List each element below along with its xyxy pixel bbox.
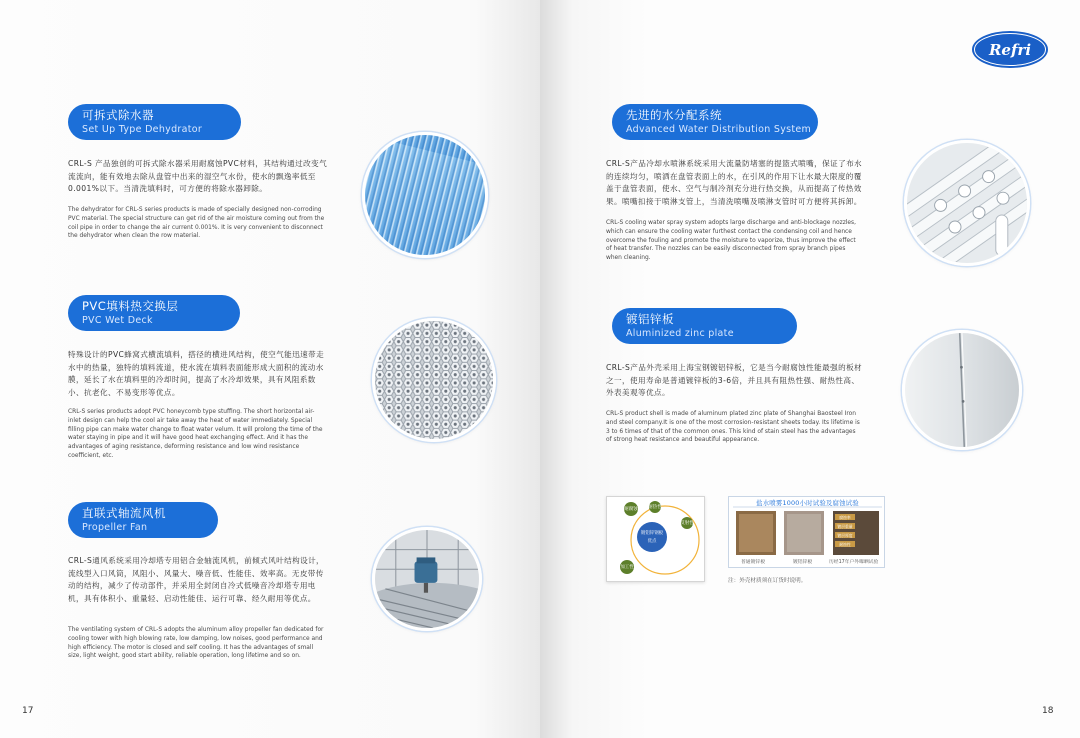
diagram-node-label: 加工性	[620, 565, 634, 570]
pvc-en-line: advantages of aging resistance, deforming resistance and low wind resistance	[68, 444, 300, 451]
water-cn-line: 果。喷嘴扣接于喷淋支管上，当清洗喷嘴及喷淋支管时可方便将其拆卸。	[606, 196, 862, 206]
dehydrator-title-cn: 可拆式除水器	[82, 108, 154, 122]
water-cn-line: 盖于盘管表面，使水、空气与制冷剂充分进行热交换，从而提高了传热效	[606, 184, 862, 193]
water-en-line: of heat transfer. The nozzles can be easily disconnected from spray branch pipes	[606, 246, 846, 253]
salt-spray-test-figure	[728, 496, 885, 568]
dehydrator-title-en: Set Up Type Dehydrator	[82, 124, 203, 135]
pvc-title-en: PVC Wet Deck	[82, 315, 153, 326]
pvc-deck-photo	[372, 318, 496, 442]
zinc-en-line: 3 to 6 times of that of the common ones. This kind of stain steel has the advantages	[606, 428, 856, 435]
dehydrator-heading	[68, 104, 241, 140]
zinc-en-line: of strong heat resistance and beautiful appearance.	[606, 437, 760, 444]
material-note: 注：外壳材质须在订货时说明。	[728, 578, 807, 584]
pvc-en-line: filling pipe can make water change to float water velum. It will prolong the time of the	[68, 426, 323, 433]
pvc-cn-line: 小、抗老化、不易变形等优点。	[68, 387, 180, 397]
pvc-title-cn: PVC填料热交换层	[82, 299, 179, 313]
water-heading	[612, 104, 818, 140]
salt-test-label: 镀层重量	[837, 524, 853, 529]
salt-test-caption: 镀铝锌板	[793, 560, 813, 565]
fan-heading	[68, 502, 218, 538]
salt-test-label: 耐蚀性	[839, 542, 851, 547]
dehydrator-en-line: The dehydrator for CRL-S series products is made of specially designed non-corroding	[68, 207, 322, 213]
diagram-node-label: 反射性	[680, 521, 694, 526]
logo-text: Refri	[988, 41, 1032, 59]
refri-logo	[971, 30, 1049, 69]
water-title-cn: 先进的水分配系统	[626, 108, 722, 122]
pvc-en-line: CRL-S series products adopt PVC honeycomb type stuffing. The short horizontal air-	[68, 409, 315, 415]
pvc-cn-line: 水中的热量，独特的填料流道，使水流在填料表面能形成大面积的流动水	[68, 362, 324, 372]
water-en-line: overcome the fouling and promote the moisture to vaporize, thus improve the effect	[606, 237, 856, 244]
page-number-right: 18	[1042, 706, 1054, 716]
fan-en-line: cooling tower with high blowing rate, low damping, low noises, good performance and	[68, 635, 323, 642]
water-text-en	[606, 219, 896, 263]
dehydrator-text-cn	[68, 158, 358, 196]
fan-cn-line: CRL-S通风系统采用冷却塔专用铝合金轴流风机，前倾式风叶结构设计，	[68, 556, 325, 565]
fan-en-line: The ventilating system of CRL-S adopts the aluminum alloy propeller fan dedicated for	[68, 627, 324, 633]
pvc-cn-line: 膜，延长了水在填料里的冷却时间，提高了水冷却效果，具有风阻系数	[68, 375, 316, 384]
dehydrator-en-line: PVC material. The special structure can get rid of the air moisture coming out from the	[68, 215, 325, 222]
water-cn-line: 的连续均匀，喷洒在盘管表面上的水，在引风的作用下让水最大限度的覆	[606, 171, 862, 181]
fan-en-line: high efficiency. The motor is closed and self cooling. It has the advantages of small	[68, 644, 314, 651]
fan-cn-line: 机，具有体积小、重量轻、启动性能佳、运行可靠、经久耐用等优点。	[68, 593, 316, 603]
dehydrator-text-en	[68, 206, 358, 241]
salt-test-caption: 普通镀锌板	[741, 560, 765, 565]
diagram-node-label: 耐热性	[648, 505, 662, 510]
water-en-line: CRL-S cooling water spray system adopts large discharge and anti-blockage nozzles,	[606, 220, 856, 226]
fan-photo	[372, 527, 482, 631]
salt-test-caption: 历经17年户外曝晒试验	[829, 560, 879, 565]
water-cn-line: CRL-S产品冷却水喷淋系统采用大流量防堵塞的提篮式喷嘴，保证了布水	[606, 159, 863, 168]
zinc-title-cn: 镀铝锌板	[626, 312, 674, 326]
pvc-heading	[68, 295, 240, 331]
water-en-line: when cleaning.	[606, 255, 651, 262]
fan-cn-line: 流线型入口风筒，风阻小、风量大、噪音低、性能佳、效率高。无皮带传	[68, 568, 324, 578]
zinc-text-en	[606, 410, 896, 445]
pvc-text-en	[68, 408, 368, 461]
dehydrator-cn-line: 0.001%以下。当清洗填料时，可方便的将除水器卸除。	[68, 184, 268, 193]
zinc-heading	[612, 308, 797, 344]
page-number-left: 17	[22, 706, 34, 716]
fan-title-cn: 直联式轴流风机	[82, 506, 166, 520]
fan-cn-line: 动的结构，减少了传动部件，并采用全封闭自冷式低噪音冷却塔专用电	[68, 581, 316, 590]
pvc-en-line: coefficient, etc.	[68, 452, 114, 459]
salt-test-label: 镀层厚度	[837, 533, 853, 538]
diagram-node-label: 耐腐蚀	[624, 507, 638, 512]
dehydrator-en-line: the dehydrator when clean the row material.	[68, 233, 201, 240]
water-text-cn	[606, 158, 896, 208]
dehydrator-cn-line: 流流向，能有效地去除从盘管中出来的湿空气水份，使水的飘逸率低至	[68, 171, 316, 181]
advantages-diagram	[606, 496, 705, 582]
fan-en-line: size, light weight, good start ability, reliable operation, long lifetime and so on.	[68, 653, 301, 660]
dehydrator-cn-line: CRL-S 产品独创的可拆式除水器采用耐腐蚀PVC材料，其结构通过改变气	[68, 159, 328, 168]
salt-test-label: 腐蚀率	[839, 515, 851, 520]
diagram-center-sub: 优点	[647, 539, 657, 544]
pvc-cn-line: 特殊设计的PVC蜂窝式横流填料，搭径的横进风结构，使空气能迅速带走	[68, 350, 325, 359]
diagram-center-label: 镀铝锌钢板	[641, 531, 663, 536]
dehydrator-photo	[362, 132, 488, 258]
fan-title-en: Propeller Fan	[82, 522, 148, 533]
zinc-cn-line: CRL-S产品外壳采用上海宝钢镀铝锌板，它是当今耐腐蚀性能最强的板材	[606, 363, 863, 372]
salt-test-title: 盐水喷雾1000小时试验及腐蚀试验	[756, 499, 859, 507]
nozzle-photo	[904, 140, 1030, 266]
zinc-title-en: Aluminized zinc plate	[626, 328, 734, 339]
zinc-cn-line: 之一，使用寿命是普通镀锌板的3-6倍，并且具有阻热性强、耐热性高、	[606, 375, 860, 385]
fan-text-cn	[68, 555, 368, 605]
pvc-en-line: water staying in pipe and it will have good heat exchanging effect. And it has the	[68, 435, 309, 442]
dehydrator-en-line: coil pipe in order to change the air current 0.001%. It is very convenient to disconnect	[68, 224, 323, 231]
zinc-cn-line: 外表美观等优点。	[606, 388, 670, 397]
water-en-line: which can ensure the cooling water furthest contact the condensing coil and hence	[606, 228, 852, 235]
zinc-en-line: and steel company.It is one of the most corrosion-resistant sheets today. Its lifetime is	[606, 419, 860, 426]
pvc-en-line: inlet design can help the cool air take away the heat of water immediately. Special	[68, 417, 313, 424]
zinc-text-cn	[606, 362, 896, 400]
fan-text-en	[68, 626, 368, 661]
pvc-text-cn	[68, 349, 368, 399]
zinc-plate-photo	[902, 330, 1022, 450]
water-title-en: Advanced Water Distribution System	[626, 124, 812, 135]
zinc-en-line: CRL-S product shell is made of aluminum plated zinc plate of Shanghai Baosteel Iron	[606, 411, 856, 417]
